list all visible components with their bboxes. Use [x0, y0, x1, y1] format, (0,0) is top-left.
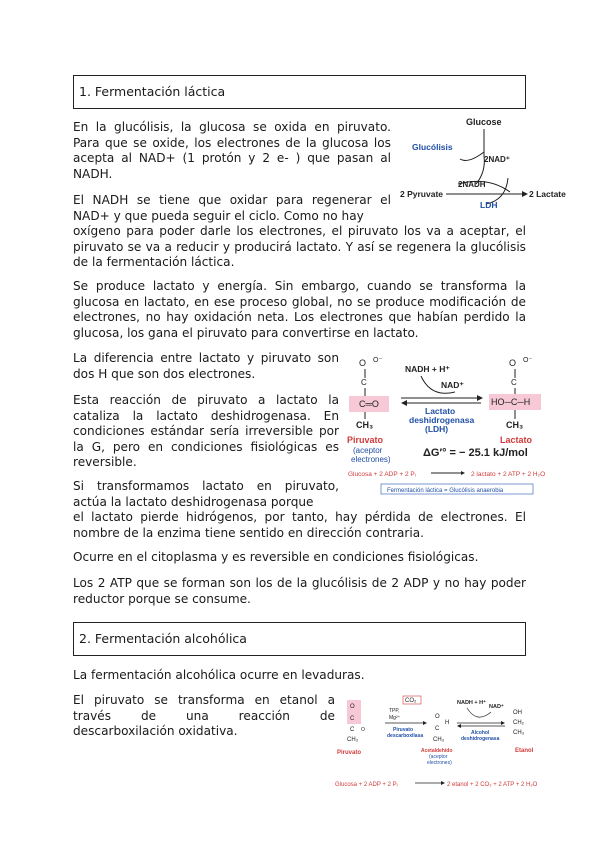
paragraph-reverse-2: el lactato pierde hidrógenos, por tanto, hay pérdida de electrones. El nombre de la enzima tiene sentido en dirección contraria.: [73, 510, 526, 540]
svg-text:C: C: [350, 727, 355, 733]
pyruvate-lactate-diagram: [343, 352, 549, 500]
lactate-label: Lactato: [500, 435, 533, 445]
acetaldehyde-label-1: Acetaldehído: [421, 748, 453, 754]
section-heading-2: [73, 622, 526, 656]
ldh-label: LDH: [480, 200, 498, 210]
section-heading-1: [73, 75, 526, 109]
svg-text:C═O: C═O: [359, 399, 379, 409]
pyruvate-label: 2 Pyruvate: [400, 189, 443, 199]
paragraph-glycolysis: En la glucólisis, la glucosa se oxida en piruvato. Para que se oxide, los electrones de la glucosa los acepta al NAD+ (1 protón y 2 e- ) que pasan al NADH.: [73, 120, 391, 181]
nadh-label: NADH + H⁺: [457, 700, 487, 706]
glucose-label: Glucose: [466, 117, 502, 127]
paragraph-atp: Los 2 ATP que se forman son los de la glucólisis de 2 ADP y no hay poder reductor porque se consume.: [73, 576, 526, 606]
svg-text:O⁻: O⁻: [373, 357, 383, 364]
figure-caption: Fermentación láctica = Glucólisis anaerobia: [387, 488, 504, 494]
svg-text:C: C: [435, 726, 440, 732]
paragraph-ethanol: El piruvato se transforma en etanol a través de una reacción de descarboxilación oxidativa.: [73, 693, 335, 738]
svg-text:C: C: [350, 716, 355, 722]
paragraph-ldh: Esta reacción de piruvato a lactato la cataliza la lactato deshidrogenasa. En condiciones estándar sería irreversible por la G, pero en condiciones fisiológicas es reversible.: [73, 393, 339, 469]
alcohol-dh-label-1: Alcohol: [471, 730, 490, 736]
paragraph-nadh-2: oxígeno para poder darle los electrones, el piruvato los va a aceptar, el piruvato se va a reducir y producirá lactato. Y así se regenera la glucólisis de la fermentación láctica.: [73, 224, 526, 269]
overall-reactants: Glucosa + 2 ADP + 2 Pᵢ: [335, 782, 398, 788]
ethanol-label: Etanol: [515, 748, 534, 754]
paragraph-cytoplasm: Ocurre en el citoplasma y es reversible en condiciones fisiológicas.: [73, 550, 479, 564]
decarboxylase-label-1: Piruvato: [393, 727, 414, 733]
svg-text:O: O: [359, 358, 367, 368]
tpp-label: TPP,: [389, 708, 400, 714]
glycolysis-diagram: [398, 112, 566, 210]
overall-reactants: Glucosa + 2 ADP + 2 Pᵢ: [348, 471, 416, 478]
enzyme-label-1: Lactato: [425, 406, 456, 416]
glycolysis-label: Glucólisis: [412, 142, 453, 152]
nad-label: 2NAD⁺: [484, 155, 511, 164]
alcohol-dh-label-2: deshidrogenasa: [461, 736, 500, 742]
decarboxylase-label-2: descarboxilasa: [387, 733, 424, 739]
acceptor-label-1: (aceptor: [353, 446, 383, 455]
overall-products: 2 etanol + 2 CO₂ + 2 ATP + 2 H₂O: [447, 782, 538, 788]
svg-text:C: C: [511, 378, 517, 387]
nadh-label: 2NADH: [458, 180, 486, 189]
svg-text:CH₂: CH₂: [513, 720, 524, 726]
svg-text:H: H: [445, 720, 450, 726]
overall-products: 2 lactato + 2 ATP + 2 H₂O: [471, 471, 546, 478]
svg-text:OH: OH: [513, 710, 522, 716]
svg-text:O: O: [350, 704, 355, 710]
section-title: 2. Fermentación alcohólica: [79, 630, 247, 646]
alcoholic-fermentation-diagram: [333, 694, 555, 794]
pyruvate-label: Piruvato: [337, 750, 362, 756]
pyruvate-label: Piruvato: [347, 435, 384, 445]
acetaldehyde-label-2: (aceptor: [429, 754, 448, 760]
paragraph-nadh-1: El NADH se tiene que oxidar para regenerar el NAD+ y que pueda seguir el ciclo. Como no hay: [73, 193, 391, 223]
co2-label: CO₂: [405, 698, 417, 704]
nad-label: NAD⁺: [489, 704, 504, 710]
enzyme-label-2: deshidrogenasa: [409, 415, 475, 425]
paragraph-yeast: La fermentación alcohólica ocurre en levaduras.: [73, 668, 365, 682]
acceptor-label-2: electrones): [351, 455, 391, 464]
svg-text:CH₃: CH₃: [347, 737, 359, 743]
paragraph-difference: La diferencia entre lactato y piruvato son dos H que son dos electrones.: [73, 351, 339, 381]
delta-g-label: ΔG′° = − 25.1 kJ/mol: [423, 447, 528, 459]
nadh-label: NADH + H⁺: [405, 364, 450, 374]
paragraph-energy: Se produce lactato y energía. Sin embargo, cuando se transforma la glucosa en lactato, en ese proceso global, no se produce modificación de electrones, no hay oxidación neta. Los electrones que habían perdido la glucosa, los gana el piruvato para convertirse en lactato.: [73, 279, 526, 340]
svg-text:O: O: [435, 714, 440, 720]
paragraph-reverse-1: Si transformamos lactato en piruvato, actúa la lactato deshidrogenasa porque: [73, 479, 339, 509]
svg-text:O: O: [509, 358, 517, 368]
svg-text:CH₃: CH₃: [506, 420, 524, 430]
enzyme-label-3: (LDH): [425, 424, 449, 434]
svg-text:CH₃: CH₃: [356, 420, 374, 430]
svg-text:O: O: [361, 727, 365, 733]
acetaldehyde-label-3: electrones): [427, 760, 452, 766]
svg-text:C: C: [361, 378, 367, 387]
svg-text:O⁻: O⁻: [523, 357, 533, 364]
section-title: 1. Fermentación láctica: [79, 83, 226, 99]
mg-label: Mg²⁺: [389, 715, 401, 721]
nad-label: NAD⁺: [441, 380, 464, 390]
svg-text:CH₃: CH₃: [513, 730, 525, 736]
svg-text:HO─C─H: HO─C─H: [491, 397, 531, 407]
svg-text:CH₃: CH₃: [433, 737, 445, 743]
lactate-label: 2 Lactate: [529, 189, 566, 199]
